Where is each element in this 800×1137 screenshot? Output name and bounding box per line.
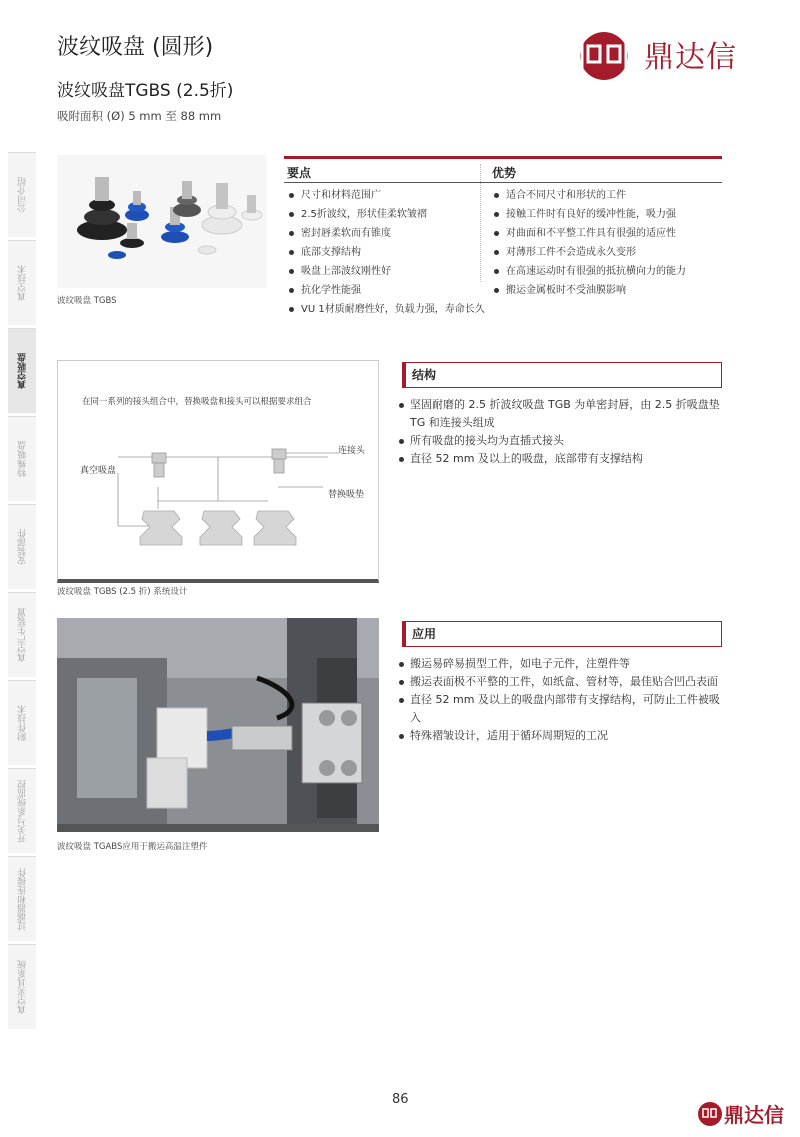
sidebar-tab-clamping[interactable]: 真空夹具系统	[8, 944, 36, 1029]
application-heading: 应用	[402, 621, 722, 647]
product-photo	[57, 155, 267, 288]
list-item: 对薄形工件不会造成永久变形	[492, 243, 722, 262]
sidebar-tab-accessories[interactable]: 附件技术	[8, 680, 36, 765]
list-item: 坚固耐磨的 2.5 折波纹吸盘 TGB 为单密封唇，由 2.5 折吸盘垫 TG 和连接头组成	[398, 396, 722, 432]
product-subtitle: 波纹吸盘TGBS (2.5折)	[57, 81, 234, 101]
header-rule	[284, 182, 722, 183]
list-item: 抗化学性能强	[287, 281, 482, 300]
brand-logo-icon	[568, 28, 640, 80]
list-item: VU 1材质耐磨性好，负载力强，寿命长久	[287, 300, 482, 319]
sidebar-tab-generators[interactable]: 真空产生装置	[8, 592, 36, 677]
system-diagram	[57, 360, 379, 583]
list-item: 直径 52 mm 及以上的吸盘内部带有支撑结构，可防止工件被吸入	[398, 691, 722, 727]
sidebar-tab-company[interactable]: 公司介绍	[8, 152, 36, 237]
list-item: 密封唇柔软而有锥度	[287, 224, 482, 243]
label-cup: 真空吸盘	[80, 466, 117, 476]
advantages-heading: 优势	[492, 166, 517, 180]
diagram-drawing	[58, 361, 378, 575]
brand-name: 鼎达信	[644, 40, 737, 75]
structure-list	[398, 396, 722, 468]
diagram-caption: 波纹吸盘 TGBS (2.5 折) 系统设计	[57, 587, 188, 597]
list-item: 接触工件时有良好的缓冲性能，吸力强	[492, 205, 722, 224]
sidebar-tab-mounting[interactable]: 安装部件	[8, 504, 36, 589]
list-item: 特殊褶皱设计，适用于循环周期短的工况	[398, 727, 722, 745]
list-item: 尺寸和材料范围广	[287, 186, 482, 205]
label-pad: 替换吸垫	[328, 490, 365, 500]
application-list	[398, 655, 722, 745]
advantages-list	[492, 186, 722, 300]
list-item: 直径 52 mm 及以上的吸盘，底部带有支撑结构	[398, 450, 722, 468]
list-item: 适合不同尺寸和形状的工件	[492, 186, 722, 205]
list-item: 2.5折波纹，形状佳柔软皱褶	[287, 205, 482, 224]
page-title: 波纹吸盘 (圆形)	[57, 35, 214, 60]
list-item: 在高速运动时有很强的抵抗横向力的能力	[492, 262, 722, 281]
spec-line: 吸附面积 (Ø) 5 mm 至 88 mm	[57, 109, 222, 123]
list-item: 搬运金属板时不受油膜影响	[492, 281, 722, 300]
sidebar-tab-filters[interactable]: 过滤器和连接件	[8, 856, 36, 941]
sidebar-tab-switches[interactable]: 开关与系统监控	[8, 768, 36, 853]
sidebar-tab-suction-cups[interactable]: 真空吸盘	[8, 328, 36, 413]
list-item: 吸盘上部波纹刚性好	[287, 262, 482, 281]
label-connector: 连接头	[338, 446, 366, 456]
list-item: 搬运表面极不平整的工件，如纸盒、管材等，最佳贴合凹凸表面	[398, 673, 722, 691]
product-photo-caption: 波纹吸盘 TGBS	[57, 296, 117, 306]
list-item: 底部支撑结构	[287, 243, 482, 262]
page-number: 86	[392, 1092, 409, 1107]
footer-logo-icon	[697, 1101, 723, 1127]
diagram-note: 在同一系列的接头组合中，替换吸盘和接头可以根据要求组合	[82, 397, 312, 407]
sidebar	[0, 152, 40, 1042]
application-photo-caption: 波纹吸盘 TGABS应用于搬运高温注塑件	[57, 842, 208, 852]
footer-brand: 鼎达信	[724, 1103, 784, 1127]
key-points-heading: 要点	[287, 166, 312, 180]
list-item: 搬运易碎易损型工件，如电子元件，注塑件等	[398, 655, 722, 673]
section-divider	[284, 156, 722, 159]
sidebar-tab-vacuum-tech[interactable]: 真空技术	[8, 240, 36, 325]
application-photo	[57, 618, 379, 832]
sidebar-tab-special-cups[interactable]: 特殊吸盘	[8, 416, 36, 501]
list-item: 对曲面和不平整工件具有很强的适应性	[492, 224, 722, 243]
structure-heading: 结构	[402, 362, 722, 388]
key-points-list	[287, 186, 485, 319]
list-item: 所有吸盘的接头均为直插式接头	[398, 432, 722, 450]
